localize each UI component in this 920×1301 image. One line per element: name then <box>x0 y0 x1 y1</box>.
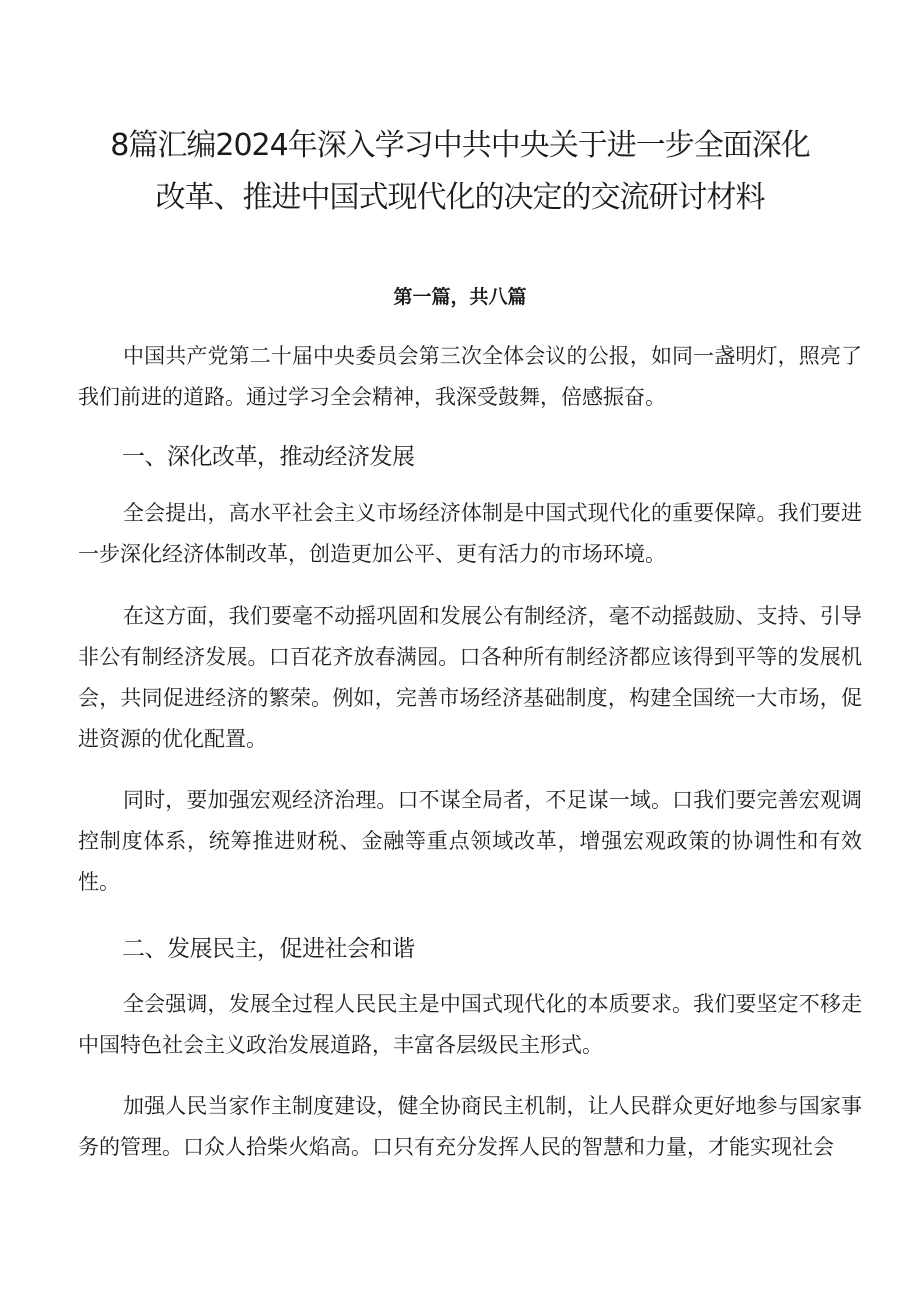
paragraph-macro-governance: 同时，要加强宏观经济治理。口不谋全局者，不足谋一域。口我们要完善宏观调控制度体系，统筹推进财税、金融等重点领域改革，增强宏观政策的协调性和有效性。 <box>78 788 862 894</box>
paragraph-reform-intro: 全会提出，高水平社会主义市场经济体制是中国式现代化的重要保障。我们要进一步深化经济体制改革，创造更加公平、更有活力的市场环境。 <box>78 501 862 566</box>
document-subtitle: 第一篇，共八篇 <box>393 286 527 308</box>
paragraph-ownership: 在这方面，我们要毫不动摇巩固和发展公有制经济，毫不动摇鼓励、支持、引导非公有制经济发展。口百花齐放春满园。口各种所有制经济都应该得到平等的发展机会，共同促进经济的繁荣。例如，完善市场经济基础制度，构建全国统一大市场，促进资源的优化配置。 <box>78 604 862 751</box>
document-title: 8篇汇编2024年深入学习中共中央关于进一步全面深化改革、推进中国式现代化的决定的交流研讨材料 <box>110 128 810 215</box>
section-heading-1: 一、深化改革，推动经济发展 <box>122 444 415 470</box>
paragraph-people-governance: 加强人民当家作主制度建设，健全协商民主机制，让人民群众更好地参与国家事务的管理。口众人拾柴火焰高。口只有充分发挥人民的智慧和力量，才能实现社会 <box>78 1094 862 1159</box>
paragraph-intro: 中国共产党第二十届中央委员会第三次全体会议的公报，如同一盏明灯，照亮了我们前进的道路。通过学习全会精神，我深受鼓舞，倍感振奋。 <box>78 344 862 409</box>
paragraph-democracy: 全会强调，发展全过程人民民主是中国式现代化的本质要求。我们要坚定不移走中国特色社会主义政治发展道路，丰富各层级民主形式。 <box>78 992 862 1057</box>
section-heading-2: 二、发展民主，促进社会和谐 <box>122 936 415 962</box>
